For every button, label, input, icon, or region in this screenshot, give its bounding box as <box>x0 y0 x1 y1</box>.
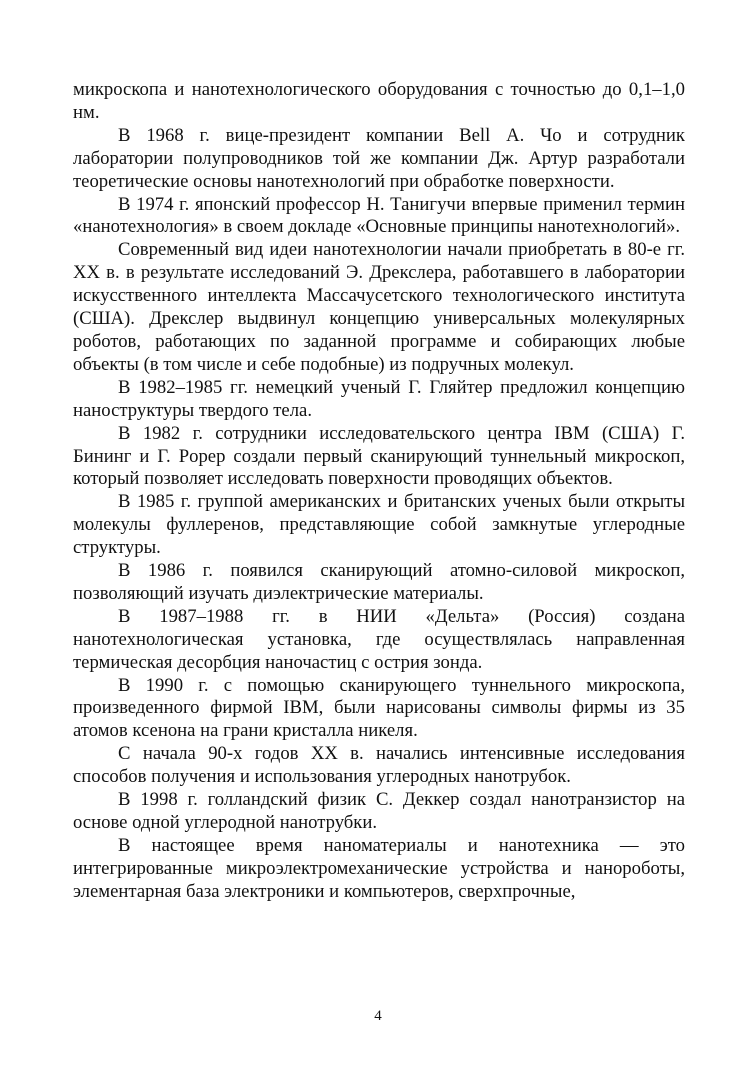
paragraph-1985-fullerenes: В 1985 г. группой американских и британских ученых были открыты молекулы фуллеренов, представляющие собой замкнутые углеродные структуры. <box>73 491 685 559</box>
paragraph-1987-delta: В 1987–1988 гг. в НИИ «Дельта» (Россия) создана нанотехнологическая установка, где осуществлялась направленная термическая десорбция наночастиц с острия зонда. <box>73 605 685 673</box>
paragraph-1990-xenon: В 1990 г. с помощью сканирующего туннельного микроскопа, произведенного фирмой IBM, были нарисованы символы фирмы из 35 атомов ксенона на грани кристалла никеля. <box>73 674 685 742</box>
paragraph-continuation: микроскопа и нанотехнологического оборудования с точностью до 0,1–1,0 нм. <box>73 79 685 123</box>
paragraph-1986-afm: В 1986 г. появился сканирующий атомно-силовой микроскоп, позволяющий изучать диэлектрические материалы. <box>73 560 685 604</box>
paragraph-drexler: Современный вид идеи нанотехнологии начали приобретать в 80-е гг. XX в. в результате исследований Э. Дрекслера, работавшего в лаборатории искусственного интеллекта Массачусетского технологического института (США). Дрекслер выдвинул концепцию универсальных молекулярных роботов, работающих по заданной программе и собирающих любые объекты (в том числе и себе подобные) из подручных молекул. <box>73 239 685 375</box>
page-number: 4 <box>374 1008 382 1024</box>
paragraph-1974-taniguchi: В 1974 г. японский профессор Н. Танигучи впервые применил термин «нанотехнология» в своем докладе «Основные принципы нанотехнологий». <box>73 193 685 238</box>
paragraph-1968-bell: В 1968 г. вице-президент компании Bell А. Чо и сотрудник лаборатории полупроводников той же компании Дж. Артур разработали теоретические основы нанотехнологий при обработке поверхности. <box>73 124 685 192</box>
paragraph-90s-nanotubes: С начала 90-х годов XX в. начались интенсивные исследования способов получения и использования углеродных нанотрубок. <box>73 743 685 788</box>
paragraph-1998-dekker: В 1998 г. голландский физик С. Деккер создал нанотранзистор на основе одной углеродной нанотрубки. <box>73 789 685 833</box>
paragraph-1982-ibm: В 1982 г. сотрудники исследовательского центра IBM (США) Г. Бининг и Г. Popep создали первый сканирующий туннельный микроскоп, который позволяет исследовать поверхности проводящих объектов. <box>73 422 685 490</box>
body-text <box>73 79 685 904</box>
paragraph-1982-gleiter: В 1982–1985 гг. немецкий ученый Г. Гляйтер предложил концепцию наноструктуры твердого тела. <box>73 376 685 421</box>
paragraph-present-day: В настоящее время наноматериалы и нанотехника — это интегрированные микроэлектромеханические устройства и нанороботы, элементарная база электроники и компьютеров, сверхпрочные, <box>73 834 685 902</box>
